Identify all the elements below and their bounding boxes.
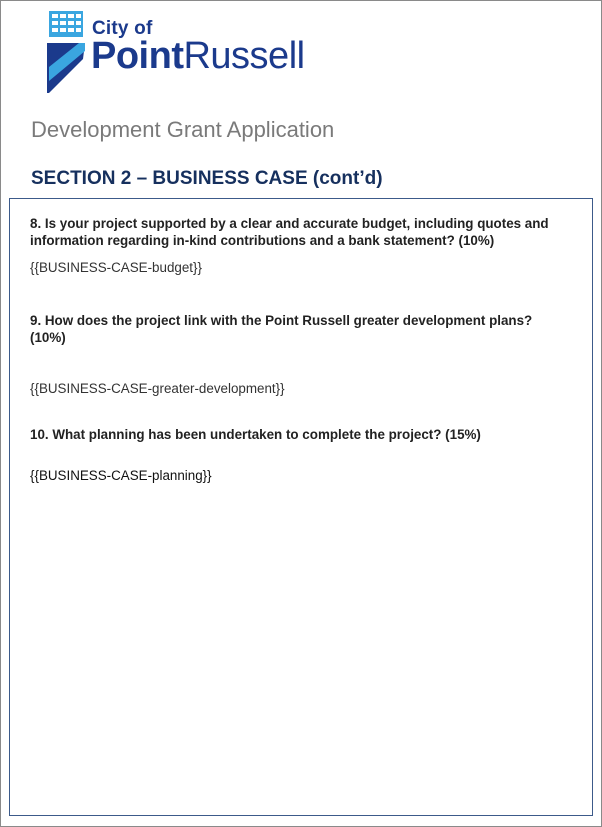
question-9: 9. How does the project link with the Point Russell greater development plans? (10%) [30,313,533,345]
lighthouse-icon [45,9,87,95]
answer-10-field[interactable]: {{BUSINESS-CASE-planning}} [30,468,212,483]
answer-9-field[interactable]: {{BUSINESS-CASE-greater-development}} [30,381,285,396]
logo-city-of-text: City of [92,18,153,39]
question-10: 10. What planning has been undertaken to complete the project? (15%) [30,427,481,442]
answer-8-field[interactable]: {{BUSINESS-CASE-budget}} [30,260,202,275]
city-logo [45,9,325,95]
question-8: 8. Is your project supported by a clear and accurate budget, including quotes and information regarding in-kind contributions and a bank statement? (10%) [30,216,549,248]
section-title: SECTION 2 – BUSINESS CASE (cont’d) [31,168,383,189]
logo-name-text [91,35,305,78]
document-title: Development Grant Application [31,117,335,142]
form-box [9,198,593,816]
logo-name-light: Russell [183,35,305,77]
logo-name-bold: Point [91,35,184,77]
